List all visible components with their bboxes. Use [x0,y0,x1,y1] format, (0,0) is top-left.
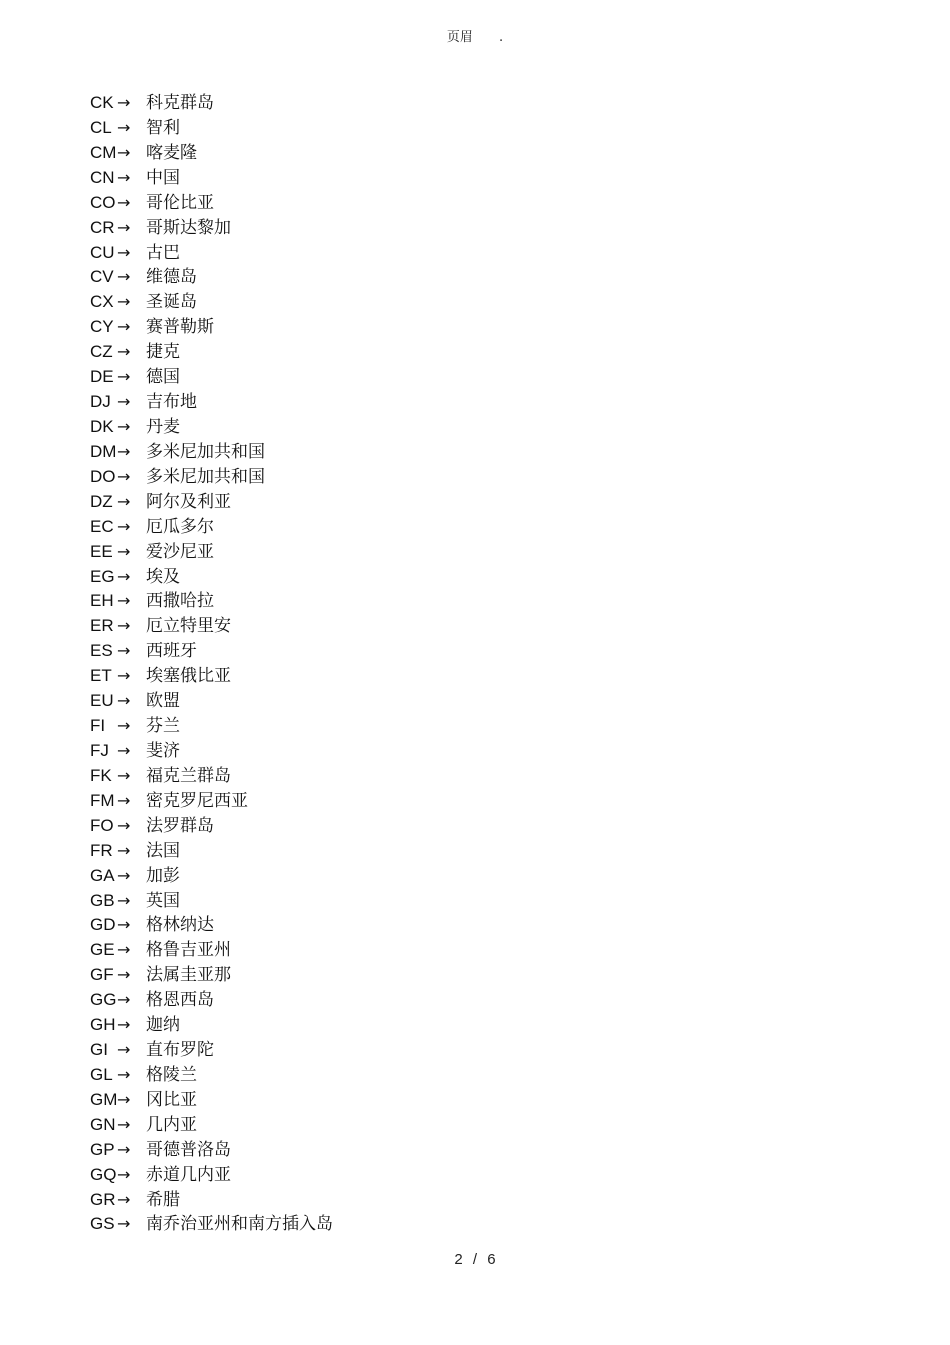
country-name: 吉布地 [146,392,197,413]
country-name: 密克罗尼西亚 [146,790,248,811]
country-code: CV [90,267,114,287]
list-item [90,490,333,515]
arrow-icon: → [117,466,131,486]
list-item [90,913,333,938]
arrow-icon: → [117,865,131,885]
country-name: 直布罗陀 [146,1040,214,1061]
arrow-icon: → [117,1164,131,1184]
country-name: 芬兰 [146,716,180,737]
country-code: ES [90,641,113,661]
country-code: GL [90,1064,113,1084]
arrow-icon: → [117,416,131,436]
list-item [90,1113,333,1138]
country-code: EE [90,541,113,561]
arrow-icon: → [117,317,131,337]
country-code: FM [90,790,115,810]
country-code: GB [90,890,115,910]
country-code: FK [90,765,112,785]
country-name: 希腊 [146,1189,180,1210]
list-item [90,614,333,639]
country-name: 冈比亚 [146,1089,197,1110]
country-code: GI [90,1040,108,1060]
arrow-icon: → [117,840,131,860]
arrow-icon: → [117,1114,131,1134]
arrow-icon: → [117,516,131,536]
list-item [90,515,333,540]
country-code: GR [90,1189,116,1209]
list-item [90,1088,333,1113]
country-name: 英国 [146,890,180,911]
arrow-icon: → [117,441,131,461]
arrow-icon: → [117,1189,131,1209]
list-item [90,340,333,365]
list-item [90,565,333,590]
country-name: 埃塞俄比亚 [146,666,231,687]
country-code: EH [90,591,114,611]
country-code: FJ [90,740,109,760]
arrow-icon: → [117,716,131,736]
country-name: 哥伦比亚 [146,192,214,213]
list-item [90,938,333,963]
country-name: 德国 [146,367,180,388]
country-name: 迦纳 [146,1015,180,1036]
page-header [0,26,950,45]
country-code: DZ [90,491,113,511]
list-item [90,465,333,490]
list-item [90,1063,333,1088]
list-item [90,988,333,1013]
country-name: 格恩西岛 [146,990,214,1011]
arrow-icon: → [117,541,131,561]
country-code: DK [90,416,114,436]
country-code: GA [90,865,115,885]
list-item [90,141,333,166]
list-item [90,415,333,440]
page-number: 2 / 6 [454,1251,496,1268]
country-name: 维德岛 [146,267,197,288]
list-item [90,166,333,191]
country-name: 哥斯达黎加 [146,217,231,238]
list-item [90,191,333,216]
country-name: 福克兰群岛 [146,765,231,786]
arrow-icon: → [117,616,131,636]
country-name: 赤道几内亚 [146,1164,231,1185]
country-name: 喀麦隆 [146,142,197,163]
country-code: GS [90,1214,115,1234]
arrow-icon: → [117,93,131,112]
arrow-icon: → [117,242,131,262]
country-name: 埃及 [146,566,180,587]
arrow-icon: → [117,217,131,237]
arrow-icon: → [117,815,131,835]
country-code: GE [90,940,115,960]
country-name: 格陵兰 [146,1064,197,1085]
arrow-icon: → [117,367,131,387]
country-code: GN [90,1114,116,1134]
country-name: 西撒哈拉 [146,591,214,612]
country-code: CK [90,93,114,112]
country-name: 赛普勒斯 [146,317,214,338]
country-name: 多米尼加共和国 [146,441,265,462]
arrow-icon: → [117,790,131,810]
arrow-icon: → [117,740,131,760]
country-code: GF [90,965,114,985]
list-item [90,889,333,914]
country-code: FO [90,815,114,835]
country-code: DE [90,367,114,387]
arrow-icon: → [117,142,131,162]
country-code: GP [90,1139,115,1159]
list-item [90,265,333,290]
country-code: FI [90,716,106,736]
country-code: EC [90,516,114,536]
list-item [90,315,333,340]
list-item [90,963,333,988]
arrow-icon: → [117,192,131,212]
country-name: 哥德普洛岛 [146,1139,231,1160]
country-code: CR [90,217,115,237]
list-item [90,1163,333,1188]
list-item [90,1138,333,1163]
country-name: 圣诞岛 [146,292,197,313]
country-name: 科克群岛 [146,93,214,113]
arrow-icon: → [117,940,131,960]
list-item [90,689,333,714]
country-name: 捷克 [146,342,180,363]
arrow-icon: → [117,915,131,935]
list-item [90,739,333,764]
list-item [90,789,333,814]
arrow-icon: → [117,965,131,985]
list-item [90,241,333,266]
country-code: CY [90,317,114,337]
country-code: GQ [90,1164,117,1184]
country-code: DO [90,466,116,486]
country-code: CN [90,167,115,187]
country-code: ET [90,666,112,686]
arrow-icon: → [117,591,131,611]
country-name: 阿尔及利亚 [146,491,231,512]
country-name: 法属圭亚那 [146,965,231,986]
country-code: FR [90,840,113,860]
country-code: GM [90,1089,118,1109]
country-code: ER [90,616,114,636]
arrow-icon: → [117,1015,131,1035]
list-item [90,440,333,465]
country-name: 丹麦 [146,416,180,437]
country-code: GG [90,990,117,1010]
country-code: CX [90,292,114,312]
arrow-icon: → [117,890,131,910]
list-item [90,290,333,315]
country-name: 法国 [146,840,180,861]
list-item [90,116,333,141]
list-item [90,589,333,614]
arrow-icon: → [117,1139,131,1159]
list-item [90,764,333,789]
country-name: 欧盟 [146,691,180,712]
arrow-icon: → [117,990,131,1010]
country-name: 爱沙尼亚 [146,541,214,562]
arrow-icon: → [117,491,131,511]
country-code: CO [90,192,116,212]
list-item [90,864,333,889]
country-name: 厄立特里安 [146,616,231,637]
country-code: CZ [90,342,113,362]
country-name: 古巴 [146,242,180,263]
country-code: GD [90,915,116,935]
header-dot: . [498,30,504,45]
arrow-icon: → [117,1040,131,1060]
country-name: 斐济 [146,740,180,761]
list-item [90,1013,333,1038]
country-name: 南乔治亚州和南方插入岛 [146,1214,333,1235]
list-item [90,839,333,864]
list-item [90,1038,333,1063]
list-item [90,714,333,739]
country-code: DM [90,441,117,461]
country-name: 厄瓜多尔 [146,516,214,537]
country-code-list [90,91,333,1237]
country-name: 格鲁吉亚州 [146,940,231,961]
arrow-icon: → [117,765,131,785]
country-code: CL [90,117,112,137]
list-item [90,540,333,565]
country-code: GH [90,1015,116,1035]
arrow-icon: → [117,566,131,586]
country-name: 西班牙 [146,641,197,662]
list-item [90,814,333,839]
country-code: EG [90,566,115,586]
list-item [90,365,333,390]
arrow-icon: → [117,641,131,661]
country-code: EU [90,691,114,711]
country-code: DJ [90,392,111,412]
arrow-icon: → [117,691,131,711]
list-item [90,664,333,689]
arrow-icon: → [117,342,131,362]
country-name: 几内亚 [146,1114,197,1135]
arrow-icon: → [117,167,131,187]
arrow-icon: → [117,1064,131,1084]
country-name: 中国 [146,167,180,188]
arrow-icon: → [117,1214,131,1234]
country-code: CM [90,142,117,162]
list-item [90,639,333,664]
list-item [90,1212,333,1237]
list-item [90,1188,333,1213]
arrow-icon: → [117,267,131,287]
country-name: 格林纳达 [146,915,214,936]
arrow-icon: → [117,392,131,412]
country-code: CU [90,242,115,262]
header-title: 页眉 [446,30,473,45]
country-name: 智利 [146,117,180,138]
arrow-icon: → [117,1089,131,1109]
arrow-icon: → [117,666,131,686]
country-name: 加彭 [146,865,180,886]
arrow-icon: → [117,117,131,137]
arrow-icon: → [117,292,131,312]
country-name: 多米尼加共和国 [146,466,265,487]
list-item [90,91,333,116]
country-name: 法罗群岛 [146,815,214,836]
list-item [90,216,333,241]
list-item [90,390,333,415]
